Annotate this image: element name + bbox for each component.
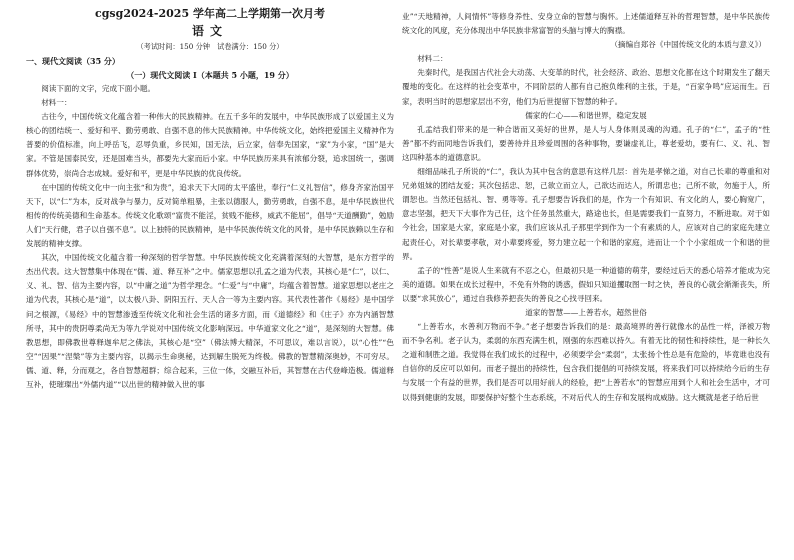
material-label: 材料一： bbox=[41, 98, 72, 108]
paragraph: 古往今，中国传统文化蕴含着一种伟大的民族精神。在五千多年的发展中，中华民族形成了以爱国主义为核心的团结统一、爱好和平、勤劳勇敢、自强不息的伟大民族精神。中华传统文化，始终把爱国主义精神作为普要的价值标准，向上呼岳飞，忍辱负重，乡民知，国无法，后立家，信奉先国家，“家”为小家，“国”是大家。不管是国泰民安，还是国难当头，都要先大家而后小家。中华民族历来具有浓郁分裂，追求国统一，强调群体优势，崇尚合志成城。爱好和平，更是中华民族的优良传统。 bbox=[26, 112, 394, 178]
paragraph: 细细品味孔子所说的“仁”，我认为其中包含的意思有这样几层：首先是孝悌之道，对自己长辈的尊重和对兄弟姐妹的团结友爱；其次包括忠、恕，己欲立而立人，己欲达而达人，所谓忠也；己所不欲，勿施于人，所谓恕也。当然还包括礼、智、勇等等。孔子想要告诉我们的是，作为一个有知识、有文化的人，要心胸宽广，意志坚强，把天下大事作为己任，这个任务虽然重大，路途也长，但是需要我们一直努力，不断进取。对于如今社会，国家是大家，家庭是小家，我们应该从孔子那里学到作为一个有素质的人，应该对自己的家庭先建立起责任心，对长辈要孝敬，对小辈要疼爱，努力建立起一个和谐的家庭，进而让一个个小家组成一个和谐的世界。 bbox=[402, 167, 770, 261]
right-column bbox=[402, 10, 770, 405]
paragraph: 其次，中国传统文化蕴含着一种深刻的哲学智慧。中华民族传统文化充满着深刻的大智慧，是东方哲学的杰出代表。这大智慧集中体现在“儒、道、释互补”之中。儒家思想以孔孟之道为代表，其核心是“仁”，以仁、义、礼、智、信为主要内容，以“中庸之道”为哲学理念。“仁爱”与“中庸”，均蕴含着智慧。道家思想以老庄之道为代表，其核心是“道”，以太极八卦、阴阳五行、天人合一等为主要内容。其代表性著作《易经》是中国学问之根源，《易经》中的智慧渗透至传统文化和社会生活的诸多方面，而《道德经》和《庄子》亦为内涵智慧所寻，其中的贵阴尊柔尚无为等九学说对中国传统文化影响深远。中华道家文化之“道”，是深刻的大智慧。佛教思想，即佛教世尊释迦牟尼之佛法，其核心是“空”（佛法博大精深，不可思议，难以言说），以“心性”“色空”“因果”“涅槃”等为主要内容，以揭示生命奥秘，达到解生脱死为终极。佛教的智慧精深奥妙，不可穷尽。儒、道、释，分而观之，各自智慧超群；综合起来，三位一体，交融互补后，其智慧在古代登峰造极。儒道释互补，使璀璨出“外儒内道”“以出世的精神做入世的事 bbox=[26, 253, 394, 389]
exam-title: cgsg2024-2025 学年高二上学期第一次月考 bbox=[95, 7, 325, 20]
subject-title: 语文 bbox=[191, 24, 228, 38]
paragraph: 在中国的传统文化中一向主张“和为贵”，追求天下大同的太平盛世，奉行“仁义礼智信”，修身齐家治国平天下，以“仁”为本，反对战争与暴力，反对简单粗暴，主张以德服人，勤劳勇敢，自强不息，是中华民族世代相传的传统美德和生命基本。传统文化歌颂“富贵不能淫，贫贱不能移，威武不能屈”，倡导“天道酬勤”，勉励人们“天行健，君子以自强不息”。以上独特的民族精神，是中华民族传统文化的风骨，是中华民族赖以生存和发展的精神支撑。 bbox=[26, 182, 394, 249]
material-label: 材料二： bbox=[417, 54, 448, 64]
exam-info: （考试时间：150 分钟 试卷满分：150 分） bbox=[136, 42, 284, 51]
paragraph: “上善若水，水善利万物而不争。”老子想要告诉我们的是：最高境界的善行就像水的品性一样，泽被万物而不争名利。老子认为，柔弱的东西充满生机，刚强的东西难以持久。有着无比的韧性和持续性，是一种长久之道和制胜之道。我觉得在我们成长的过程中，必须要学会“柔弱”，太张扬个性总是有危险的，毕竟谁也没有自信你的反应可以如何。而老子提出的持续性，包含我们提倡的可持续发展，将来我们可以持续给今后的生存与发展一个有益的世界，我们是否可以用好前人的经验，把“上善若水”的智慧应用到个人和社会生活中，才可以得到健康的发展，即要保护好整个生态系统，不对后代人的生存和发展构成威胁。这大概就是老子给后世 bbox=[402, 322, 770, 402]
section-subheading: 道家的智慧——上善若水，超然世俗 bbox=[525, 307, 647, 317]
paragraph: 孔孟结我们带来的是一种合谐而又美好的世界，是人与人身体则灵魂的沟通。孔子的“仁”，孟子的“性善”都不约而同地告诉我们，要善待并且珍爱周围的各种事物，要谦虚礼让，尊老爱幼，要有仁、义、礼、智这四种基本的道德意识。 bbox=[402, 124, 770, 162]
section-heading: 一、现代文阅读（35 分） bbox=[26, 56, 120, 66]
instruction-text: 阅读下面的文字，完成下面小题。 bbox=[41, 84, 156, 93]
paragraph: 业”“天地精神，人间情怀”等修身养性、安身立命的智慧与胸怀。上述儒道释互补的哲理智慧，是中华民族传统文化的风度，充分体现出中华民族非常富智的头脑与博大的胸襟。 bbox=[402, 12, 770, 36]
subsection-heading: （一）现代文阅读 I（本题共 5 小题，19 分） bbox=[126, 70, 294, 80]
left-column bbox=[26, 4, 394, 392]
source-citation: （摘编自郑谷《中国传统文化的本质与意义》） bbox=[610, 40, 766, 50]
section-subheading: 儒家的仁心——和谐世界，稳定发展 bbox=[525, 110, 647, 120]
paragraph: 先秦时代，是我国古代社会大动荡、大变革的时代，社会经济、政治、思想文化都在这个时期发生了翻天覆地的变化。在这样的社会变革中，不同阶层的人都有自己抱负维利的主张，于是，“百家争鸣”应运而生。百家，表明当时的思想家层出不穷，他们为后世提留下智慧的种子。 bbox=[402, 68, 770, 106]
paragraph: 孟子的“性善”是说人生来就有不忍之心，但最初只是一种道德的萌芽，要经过后天的悉心培养才能成为完美的道德。如果在成长过程中，不免有外物的诱惑，假如只知道攫取图一时之快，善良的心就会渐渐丧失，所以要“求其放心”，通过自我修养把丧失的善良之心找寻回来。 bbox=[402, 265, 770, 303]
